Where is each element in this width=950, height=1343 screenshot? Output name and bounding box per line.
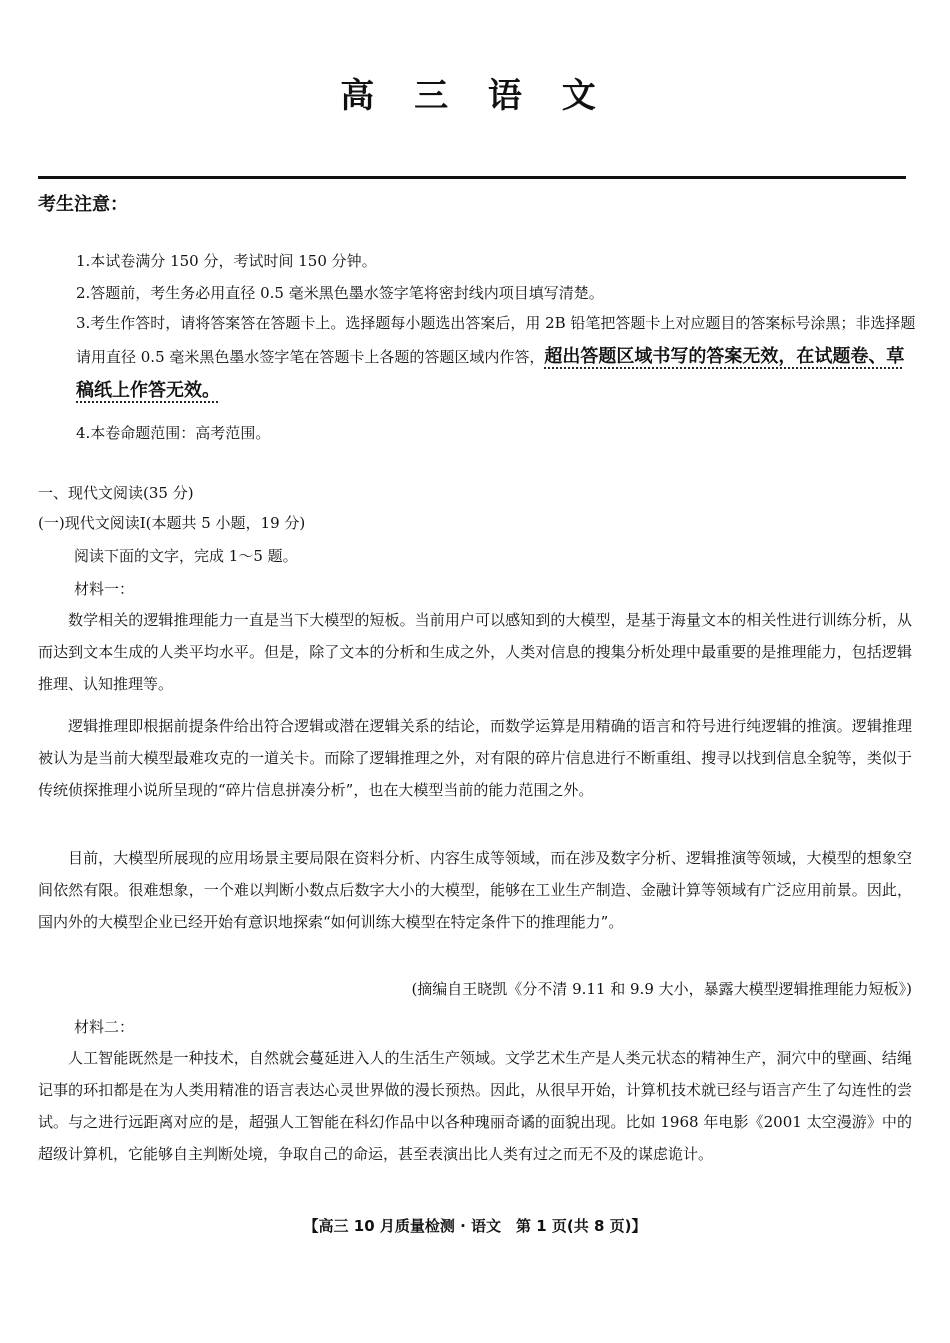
notice-emphasis: 超出答题区域书写的答案无效，在试题卷、草稿纸上作答无效。 [76, 346, 905, 401]
material-1-paragraph-2: 逻辑推理即根据前提条件给出符合逻辑或潜在逻辑关系的结论，而数学运算是用精确的语言和符号进行纯逻辑的推演。逻辑推理被认为是当前大模型最难攻克的一道关卡。而除了逻辑推理之外，对有限的碎片信息进行不断重组、搜寻以找到信息全貌等，类似于传统侦探推理小说所呈现的“碎片信息拼凑分析”，也在大模型当前的能力范围之外。 [38, 717, 912, 799]
page-footer: 【高三 10 月质量检测 · 语文 第 1 页(共 8 页)】 [303, 1217, 647, 1235]
material-1-label: 材料一： [74, 580, 135, 598]
notice-heading: 考生注意： [38, 194, 128, 215]
notice-item-3-text: 3.考生作答时，请将答案答在答题卡上。选择题每小题选出答案后，用 2B 铅笔把答题卡上对应题目的答案标号涂黑；非选择题请用直径 0.5 毫米黑色墨水签字笔在答题卡上各题的答题区域内作答， [76, 314, 916, 366]
material-2-label: 材料二： [74, 1018, 135, 1036]
material-2-paragraph-1: 人工智能既然是一种技术，自然就会蔓延进入人的生活生产领域。文学艺术生产是人类元状态的精神生产，洞穴中的壁画、结绳记事的环扣都是在为人类用精准的语言表达心灵世界做的漫长预热。因此，从很早开始，计算机技术就已经与语言产生了勾连性的尝试。与之进行远距离对应的是，超强人工智能在科幻作品中以各种瑰丽奇谲的面貌出现。比如 1968 年电影《2001 太空漫游》中的超级计算机，它能够自主判断处境，争取自己的命运，甚至表演出比人类有过之而无不及的谋虑诡计。 [38, 1049, 912, 1163]
header-rule [38, 176, 906, 179]
notice-item-1: 1.本试卷满分 150 分，考试时间 150 分钟。 [76, 252, 377, 270]
notice-item-3 [76, 306, 916, 408]
exam-title: 高 三 语 文 [340, 76, 610, 116]
material-1-paragraph-1: 数学相关的逻辑推理能力一直是当下大模型的短板。当前用户可以感知到的大模型，是基于海量文本的相关性进行训练分析，从而达到文本生成的人类平均水平。但是，除了文本的分析和生成之外，人类对信息的搜集分析处理中最重要的是推理能力，包括逻辑推理、认知推理等。 [38, 611, 912, 693]
material-1-paragraph-3: 目前，大模型所展现的应用场景主要局限在资料分析、内容生成等领域，而在涉及数字分析、逻辑推演等领域，大模型的想象空间依然有限。很难想象，一个难以判断小数点后数字大小的大模型，能够在工业生产制造、金融计算等领域有广泛应用前景。因此，国内外的大模型企业已经开始有意识地探索“如何训练大模型在特定条件下的推理能力”。 [38, 849, 912, 931]
section-subheading: (一)现代文阅读Ⅰ(本题共 5 小题，19 分) [38, 514, 306, 532]
section-heading: 一、现代文阅读(35 分) [38, 484, 194, 502]
notice-item-4: 4.本卷命题范围：高考范围。 [76, 424, 271, 442]
reading-instruction: 阅读下面的文字，完成 1～5 题。 [74, 547, 298, 565]
notice-item-2: 2.答题前，考生务必用直径 0.5 毫米黑色墨水签字笔将密封线内项目填写清楚。 [76, 284, 604, 302]
material-1-citation: (摘编自王晓凯《分不清 9.11 和 9.9 大小，暴露大模型逻辑推理能力短板》) [411, 980, 912, 998]
